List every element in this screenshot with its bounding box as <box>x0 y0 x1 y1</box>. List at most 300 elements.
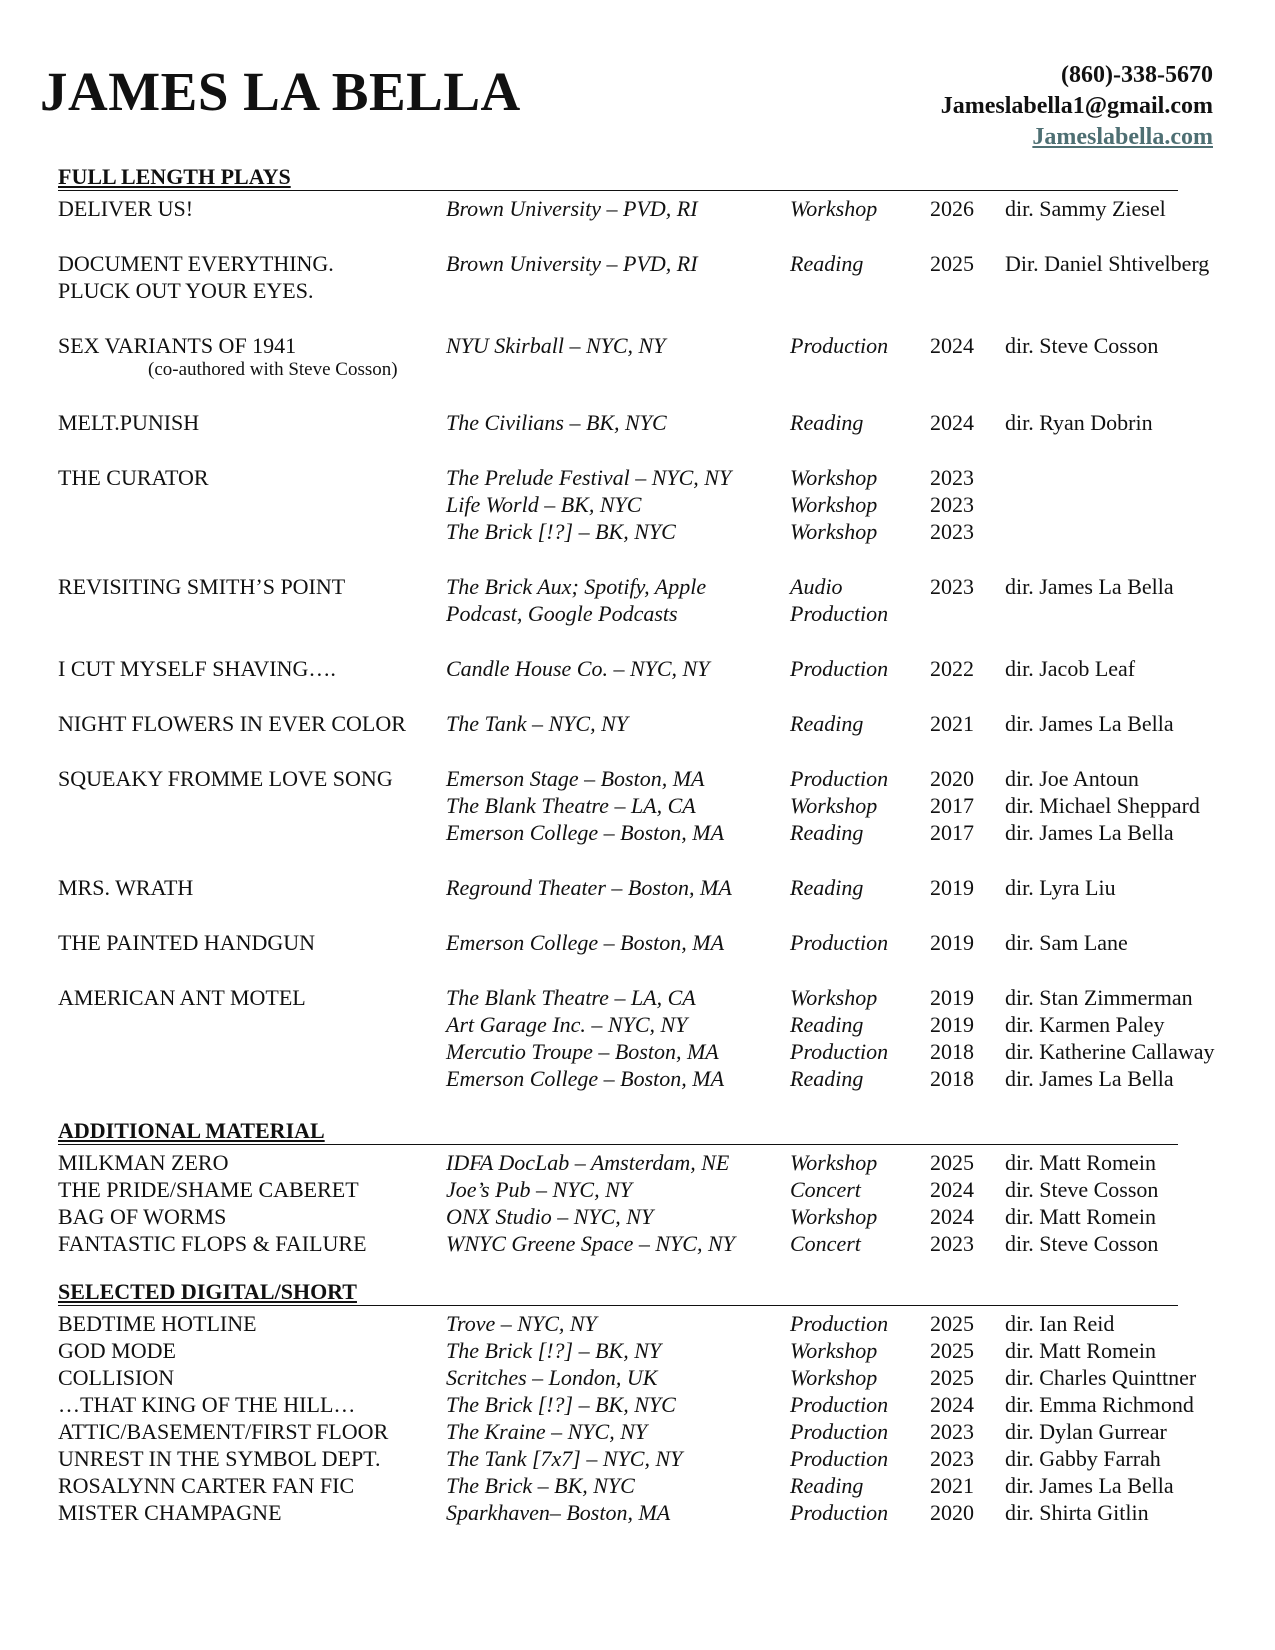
work-title-line: …THAT KING OF THE HILL… <box>58 1392 356 1417</box>
event-type <box>790 1364 930 1391</box>
work-title <box>58 1391 446 1418</box>
venue-line: Emerson Stage – Boston, MA <box>446 766 705 791</box>
work-title-line: SEX VARIANTS OF 1941 <box>58 333 297 358</box>
work-runs <box>446 1418 1225 1445</box>
year: 2017 <box>930 793 974 818</box>
work-runs <box>446 250 1225 304</box>
work-entry <box>58 1176 1178 1203</box>
venue <box>446 1364 790 1391</box>
work-run <box>446 1149 1225 1176</box>
event-type-line: Workshop <box>790 1338 878 1363</box>
director: dir. Steve Cosson <box>1005 333 1159 358</box>
venue <box>446 518 790 545</box>
work-run <box>446 792 1225 819</box>
director: dir. Steve Cosson <box>1005 1177 1159 1202</box>
venue-line: The Prelude Festival – NYC, NY <box>446 465 732 490</box>
work-entry <box>58 874 1178 901</box>
year: 2023 <box>930 492 974 517</box>
section-heading: SELECTED DIGITAL/SHORT <box>58 1281 1178 1306</box>
work-title <box>58 929 446 956</box>
work-runs <box>446 332 1225 381</box>
director: dir. James La Bella <box>1005 1473 1174 1498</box>
year: 2020 <box>930 766 974 791</box>
work-run <box>446 710 1225 737</box>
work-run <box>446 409 1225 436</box>
director: dir. Stan Zimmerman <box>1005 985 1193 1010</box>
venue-line: The Brick [!?] – BK, NY <box>446 1338 662 1363</box>
work-entry <box>58 655 1178 682</box>
work-title-line: I CUT MYSELF SHAVING…. <box>58 656 336 681</box>
work-title-line: FANTASTIC FLOPS & FAILURE <box>58 1231 367 1256</box>
work-title-line: AMERICAN ANT MOTEL <box>58 985 306 1010</box>
work-title <box>58 1445 446 1472</box>
venue-line: Emerson College – Boston, MA <box>446 820 725 845</box>
director: dir. James La Bella <box>1005 574 1174 599</box>
venue-line: The Blank Theatre – LA, CA <box>446 985 696 1010</box>
director: dir. James La Bella <box>1005 711 1174 736</box>
work-run <box>446 332 1225 359</box>
work-entry <box>58 710 1178 737</box>
venue-line: Emerson College – Boston, MA <box>446 930 725 955</box>
work-runs <box>446 1391 1225 1418</box>
work-title-line: COLLISION <box>58 1365 175 1390</box>
event-type <box>790 1203 930 1230</box>
work-run <box>446 1230 1225 1257</box>
venue-line: Life World – BK, NYC <box>446 492 642 517</box>
venue <box>446 1230 790 1257</box>
work-title <box>58 1472 446 1499</box>
resume-section <box>58 164 1215 1092</box>
work-run <box>446 874 1225 901</box>
event-type <box>790 1310 930 1337</box>
venue <box>446 1445 790 1472</box>
event-type <box>790 573 930 627</box>
work-entry <box>58 765 1200 846</box>
director: dir. Lyra Liu <box>1005 875 1116 900</box>
event-type-line: Production <box>790 1039 889 1064</box>
work-title-line: MRS. WRATH <box>58 875 194 900</box>
resume-section <box>58 1279 1197 1526</box>
work-run <box>446 1038 1225 1065</box>
director: dir. Michael Sheppard <box>1005 793 1200 818</box>
work-title-line: UNREST IN THE SYMBOL DEPT. <box>58 1446 381 1471</box>
event-type <box>790 1149 930 1176</box>
director: dir. Emma Richmond <box>1005 1392 1194 1417</box>
event-type <box>790 409 930 436</box>
event-type-line: Reading <box>790 820 864 845</box>
work-entry <box>58 195 1178 222</box>
work-title-line: MELT.PUNISH <box>58 410 200 435</box>
work-run <box>446 1418 1225 1445</box>
event-type <box>790 765 930 792</box>
venue <box>446 1499 790 1526</box>
work-title-line: GOD MODE <box>58 1338 176 1363</box>
venue <box>446 655 790 682</box>
venue-line: Art Garage Inc. – NYC, NY <box>446 1012 688 1037</box>
work-run <box>446 819 1225 846</box>
event-type <box>790 250 930 277</box>
director: dir. Gabby Farrah <box>1005 1446 1161 1471</box>
venue-line: The Brick [!?] – BK, NYC <box>446 1392 676 1417</box>
director: dir. Matt Romein <box>1005 1150 1156 1175</box>
venue <box>446 1038 790 1065</box>
year: 2021 <box>930 1473 974 1498</box>
event-type <box>790 195 930 222</box>
year: 2019 <box>930 1012 974 1037</box>
event-type-line: Workshop <box>790 1150 878 1175</box>
event-type <box>790 984 930 1011</box>
event-type-line: Workshop <box>790 465 878 490</box>
year: 2023 <box>930 1419 974 1444</box>
venue <box>446 792 790 819</box>
event-type <box>790 929 930 956</box>
event-type-line: Reading <box>790 875 864 900</box>
event-type <box>790 1176 930 1203</box>
event-type <box>790 1230 930 1257</box>
work-run <box>446 1391 1225 1418</box>
work-runs <box>446 984 1225 1092</box>
event-type-line: Workshop <box>790 196 878 221</box>
work-runs <box>446 464 1225 545</box>
section-heading: ADDITIONAL MATERIAL <box>58 1120 1178 1145</box>
work-run <box>446 1011 1225 1038</box>
work-title-line: THE PAINTED HANDGUN <box>58 930 316 955</box>
work-title-line: ROSALYNN CARTER FAN FIC <box>58 1473 355 1498</box>
venue-line: The Tank – NYC, NY <box>446 711 628 736</box>
work-title <box>58 409 446 436</box>
work-title <box>58 655 446 682</box>
year: 2019 <box>930 875 974 900</box>
event-type-line: Production <box>790 1446 889 1471</box>
venue <box>446 710 790 737</box>
venue-line: The Tank [7x7] – NYC, NY <box>446 1446 683 1471</box>
venue-line: Brown University – PVD, RI <box>446 251 698 276</box>
work-title-line: ATTIC/BASEMENT/FIRST FLOOR <box>58 1419 389 1444</box>
venue <box>446 573 790 627</box>
work-entry <box>58 984 1215 1092</box>
venue-line: The Kraine – NYC, NY <box>446 1419 648 1444</box>
year: 2021 <box>930 711 974 736</box>
work-title-line: BAG OF WORMS <box>58 1204 227 1229</box>
event-type-line: Workshop <box>790 492 878 517</box>
venue-line: WNYC Greene Space – NYC, NY <box>446 1231 735 1256</box>
work-title <box>58 1364 446 1391</box>
resume-name: JAMES LA BELLA <box>40 61 521 122</box>
venue <box>446 1472 790 1499</box>
event-type-line: Audio <box>790 574 843 599</box>
work-title-line: DELIVER US! <box>58 196 194 221</box>
venue-line: Brown University – PVD, RI <box>446 196 698 221</box>
work-run <box>446 1472 1225 1499</box>
work-title-line: NIGHT FLOWERS IN EVER COLOR <box>58 711 406 736</box>
event-type <box>790 332 930 359</box>
venue <box>446 1310 790 1337</box>
work-run <box>446 464 1225 491</box>
year: 2025 <box>930 1150 974 1175</box>
work-title <box>58 1176 446 1203</box>
year: 2017 <box>930 820 974 845</box>
event-type-line: Production <box>790 333 889 358</box>
venue <box>446 491 790 518</box>
director: dir. Katherine Callaway <box>1005 1039 1215 1064</box>
work-run <box>446 1364 1225 1391</box>
work-title <box>58 1499 446 1526</box>
venue-line: Reground Theater – Boston, MA <box>446 875 732 900</box>
venue-line: ONX Studio – NYC, NY <box>446 1204 654 1229</box>
work-title-line: THE PRIDE/SHAME CABERET <box>58 1177 359 1202</box>
work-title-line: MISTER CHAMPAGNE <box>58 1500 282 1525</box>
work-title <box>58 1149 446 1176</box>
work-entry <box>58 332 1178 381</box>
venue <box>446 929 790 956</box>
director: Dir. Daniel Shtivelberg <box>1005 251 1210 276</box>
work-runs <box>446 1230 1225 1257</box>
event-type <box>790 792 930 819</box>
venue <box>446 819 790 846</box>
work-title <box>58 464 446 545</box>
work-title-line: DOCUMENT EVERYTHING. <box>58 251 334 276</box>
work-entry <box>58 573 1178 627</box>
work-run <box>446 1176 1225 1203</box>
year: 2023 <box>930 519 974 544</box>
event-type <box>790 1445 930 1472</box>
year: 2024 <box>930 1204 974 1229</box>
year: 2023 <box>930 465 974 490</box>
director: dir. Ian Reid <box>1005 1311 1115 1336</box>
work-entry <box>58 1337 1178 1364</box>
event-type <box>790 1337 930 1364</box>
work-title <box>58 195 446 222</box>
year: 2025 <box>930 1311 974 1336</box>
work-runs <box>446 929 1225 956</box>
work-entry <box>58 1310 1178 1337</box>
work-run <box>446 765 1225 792</box>
venue <box>446 464 790 491</box>
work-entry <box>58 1472 1178 1499</box>
venue <box>446 1418 790 1445</box>
work-entry <box>58 1230 1178 1257</box>
work-title <box>58 1337 446 1364</box>
work-entry <box>58 1499 1178 1526</box>
work-title-line: BEDTIME HOTLINE <box>58 1311 257 1336</box>
work-run <box>446 1065 1225 1092</box>
phone-number: (860)-338-5670 <box>1061 62 1213 88</box>
event-type-line: Reading <box>790 1473 864 1498</box>
venue <box>446 1149 790 1176</box>
work-entry <box>58 409 1178 436</box>
event-type <box>790 491 930 518</box>
section-heading: FULL LENGTH PLAYS <box>58 166 1178 191</box>
work-runs <box>446 1149 1225 1176</box>
work-runs <box>446 195 1225 222</box>
venue-line: Emerson College – Boston, MA <box>446 1066 725 1091</box>
work-title-line: PLUCK OUT YOUR EYES. <box>58 278 314 303</box>
venue <box>446 409 790 436</box>
work-runs <box>446 1472 1225 1499</box>
venue <box>446 874 790 901</box>
website-link[interactable]: Jameslabella.com <box>1032 124 1213 150</box>
venue <box>446 1065 790 1092</box>
venue-line: Candle House Co. – NYC, NY <box>446 656 710 681</box>
work-runs <box>446 710 1225 737</box>
event-type <box>790 464 930 491</box>
contact-block <box>941 60 1213 153</box>
venue <box>446 1391 790 1418</box>
event-type-line: Workshop <box>790 519 878 544</box>
director: dir. Jacob Leaf <box>1005 656 1136 681</box>
work-runs <box>446 1499 1225 1526</box>
year: 2024 <box>930 410 974 435</box>
director: dir. Matt Romein <box>1005 1338 1156 1363</box>
venue-line: The Civilians – BK, NYC <box>446 410 667 435</box>
work-run <box>446 250 1225 277</box>
venue <box>446 1176 790 1203</box>
work-title <box>58 250 446 304</box>
work-entry <box>58 1203 1178 1230</box>
work-runs <box>446 1364 1225 1391</box>
year: 2019 <box>930 985 974 1010</box>
director <box>1005 464 1225 491</box>
event-type <box>790 655 930 682</box>
venue-line: NYU Skirball – NYC, NY <box>446 333 666 358</box>
work-run <box>446 1310 1225 1337</box>
venue <box>446 250 790 277</box>
email-address: Jameslabella1@gmail.com <box>940 93 1213 119</box>
work-runs <box>446 409 1225 436</box>
year: 2025 <box>930 1338 974 1363</box>
event-type-line: Production <box>790 1311 889 1336</box>
event-type-line: Production <box>790 1419 889 1444</box>
work-title <box>58 1310 446 1337</box>
venue <box>446 1337 790 1364</box>
venue-line: The Brick Aux; Spotify, Apple <box>446 574 707 599</box>
event-type <box>790 1011 930 1038</box>
year: 2024 <box>930 1177 974 1202</box>
event-type <box>790 1391 930 1418</box>
year: 2025 <box>930 1365 974 1390</box>
year: 2020 <box>930 1500 974 1525</box>
event-type <box>790 1038 930 1065</box>
year: 2026 <box>930 196 974 221</box>
work-runs <box>446 655 1225 682</box>
year: 2023 <box>930 574 974 599</box>
work-run <box>446 1337 1225 1364</box>
work-title <box>58 332 446 381</box>
event-type-line: Production <box>790 601 889 626</box>
event-type-line: Concert <box>790 1177 861 1202</box>
venue <box>446 984 790 1011</box>
work-title <box>58 765 446 846</box>
venue <box>446 195 790 222</box>
work-runs <box>446 1445 1225 1472</box>
event-type-line: Production <box>790 766 889 791</box>
event-type <box>790 518 930 545</box>
work-title-line: SQUEAKY FROMME LOVE SONG <box>58 766 393 791</box>
year: 2023 <box>930 1231 974 1256</box>
venue <box>446 1011 790 1038</box>
work-title <box>58 1203 446 1230</box>
event-type <box>790 710 930 737</box>
work-run <box>446 984 1225 1011</box>
event-type-line: Workshop <box>790 793 878 818</box>
work-title <box>58 1418 446 1445</box>
venue-line: Podcast, Google Podcasts <box>446 601 678 626</box>
director: dir. Matt Romein <box>1005 1204 1156 1229</box>
director: dir. Joe Antoun <box>1005 766 1139 791</box>
venue <box>446 765 790 792</box>
director: dir. Charles Quinttner <box>1005 1365 1197 1390</box>
event-type <box>790 1499 930 1526</box>
venue-line: Joe’s Pub – NYC, NY <box>446 1177 633 1202</box>
venue-line: Mercutio Troupe – Boston, MA <box>446 1039 719 1064</box>
work-runs <box>446 1203 1225 1230</box>
venue-line: IDFA DocLab – Amsterdam, NE <box>446 1150 730 1175</box>
year: 2024 <box>930 1392 974 1417</box>
work-run <box>446 573 1225 627</box>
venue-line: Trove – NYC, NY <box>446 1311 597 1336</box>
year: 2019 <box>930 930 974 955</box>
work-entry <box>58 1418 1178 1445</box>
year: 2024 <box>930 333 974 358</box>
work-run <box>446 655 1225 682</box>
year: 2022 <box>930 656 974 681</box>
event-type-line: Production <box>790 656 889 681</box>
work-title-line: THE CURATOR <box>58 465 209 490</box>
work-run <box>446 1499 1225 1526</box>
event-type-line: Workshop <box>790 1365 878 1390</box>
work-run <box>446 491 1225 518</box>
event-type <box>790 874 930 901</box>
event-type <box>790 1418 930 1445</box>
work-entry <box>58 1445 1178 1472</box>
venue-line: Sparkhaven– Boston, MA <box>446 1500 671 1525</box>
venue-line: The Blank Theatre – LA, CA <box>446 793 696 818</box>
work-run <box>446 1445 1225 1472</box>
work-entry <box>58 250 1210 304</box>
work-run <box>446 929 1225 956</box>
director <box>1005 518 1225 545</box>
work-runs <box>446 1310 1225 1337</box>
director: dir. Sam Lane <box>1005 930 1128 955</box>
event-type-line: Reading <box>790 1012 864 1037</box>
director: dir. Sammy Ziesel <box>1005 196 1166 221</box>
venue-line: Scritches – London, UK <box>446 1365 658 1390</box>
venue <box>446 332 790 359</box>
director: dir. Ryan Dobrin <box>1005 410 1153 435</box>
work-title <box>58 573 446 627</box>
work-note: (co-authored with Steve Cosson) <box>148 359 398 380</box>
work-entry <box>58 929 1178 956</box>
work-run <box>446 195 1225 222</box>
director: dir. Karmen Paley <box>1005 1012 1165 1037</box>
venue-line: The Brick [!?] – BK, NYC <box>446 519 676 544</box>
event-type <box>790 819 930 846</box>
director: dir. James La Bella <box>1005 820 1174 845</box>
work-title <box>58 1230 446 1257</box>
event-type-line: Production <box>790 1392 889 1417</box>
work-title <box>58 874 446 901</box>
work-entry <box>58 464 1178 545</box>
work-title-line: MILKMAN ZERO <box>58 1150 229 1175</box>
event-type-line: Reading <box>790 251 864 276</box>
event-type-line: Concert <box>790 1231 861 1256</box>
year: 2018 <box>930 1039 974 1064</box>
venue-line: The Brick – BK, NYC <box>446 1473 635 1498</box>
work-runs <box>446 874 1225 901</box>
work-runs <box>446 573 1225 627</box>
event-type-line: Workshop <box>790 985 878 1010</box>
event-type <box>790 1065 930 1092</box>
